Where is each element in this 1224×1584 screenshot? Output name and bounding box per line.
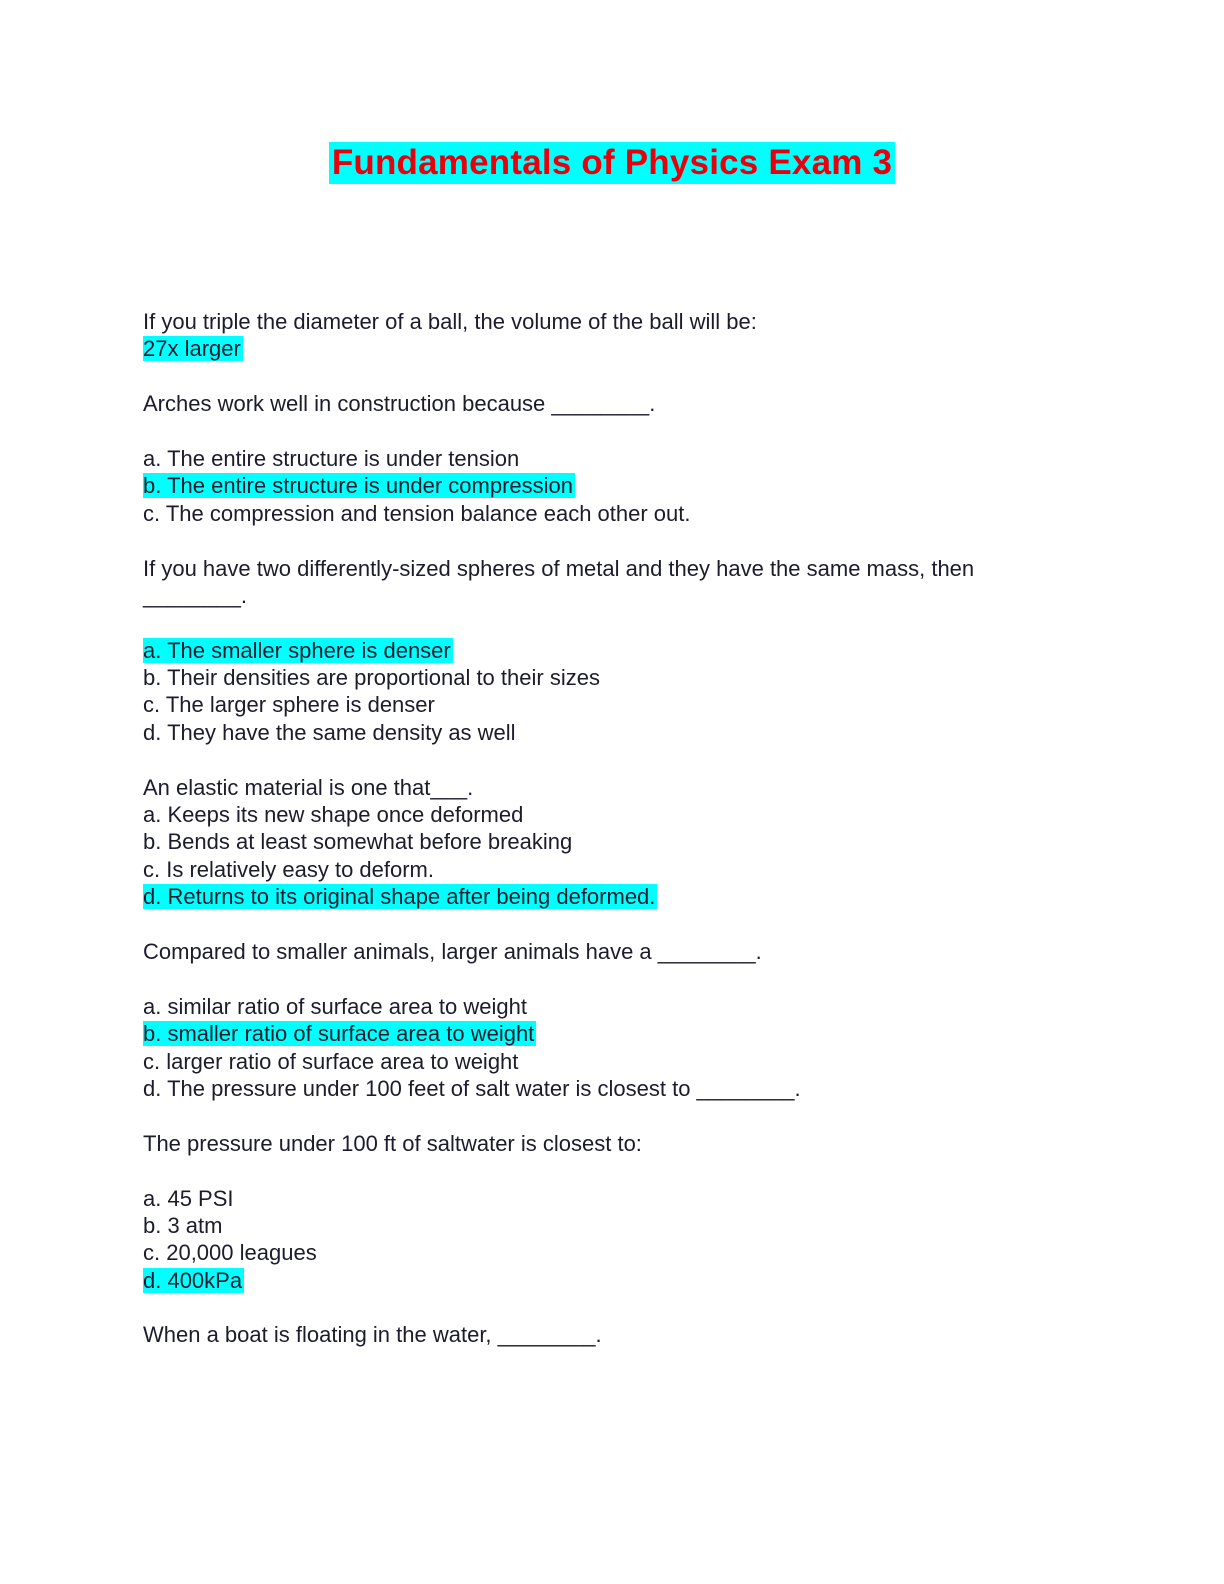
question-3-option-d: d. They have the same density as well (143, 719, 516, 745)
question-2-option-b (143, 472, 1103, 499)
highlighted-answer: 27x larger (143, 336, 241, 362)
highlighted-answer: b. smaller ratio of surface area to weight (143, 1021, 535, 1047)
title-container (0, 142, 1224, 184)
question-6-text: The pressure under 100 ft of saltwater is closest to: (143, 1130, 642, 1156)
highlighted-answer: b. The entire structure is under compression (143, 473, 574, 499)
exam-body (143, 308, 1103, 1349)
question-6-option-a: a. 45 PSI (143, 1185, 234, 1211)
question-5-text: Compared to smaller animals, larger animals have a ________. (143, 938, 762, 964)
question-4-option-c: c. Is relatively easy to deform. (143, 856, 434, 882)
question-3-option-a (143, 637, 1103, 664)
question-3-text-line1: If you have two differently-sized spheres of metal and they have the same mass, then (143, 555, 975, 581)
question-6-option-b: b. 3 atm (143, 1212, 223, 1238)
question-1-answer (143, 335, 1103, 362)
page-title: Fundamentals of Physics Exam 3 (329, 142, 895, 184)
question-2-option-a: a. The entire structure is under tension (143, 445, 520, 471)
highlighted-answer: a. The smaller sphere is denser (143, 637, 451, 663)
question-4-option-a: a. Keeps its new shape once deformed (143, 802, 524, 828)
question-2-option-c: c. The compression and tension balance each other out. (143, 500, 691, 526)
question-5-option-c: c. larger ratio of surface area to weight (143, 1048, 519, 1074)
question-3-option-b: b. Their densities are proportional to their sizes (143, 665, 600, 691)
question-3-option-c: c. The larger sphere is denser (143, 692, 435, 718)
question-5-option-a: a. similar ratio of surface area to weight (143, 993, 527, 1019)
question-7-text: When a boat is floating in the water, ________. (143, 1322, 602, 1348)
highlighted-answer: d. Returns to its original shape after being deformed. (143, 884, 656, 910)
question-6-option-c: c. 20,000 leagues (143, 1240, 317, 1266)
question-4-text: An elastic material is one that___. (143, 774, 474, 800)
question-6-option-d (143, 1267, 1103, 1294)
question-4-option-b: b. Bends at least somewhat before breaking (143, 829, 573, 855)
question-2-text: Arches work well in construction because ________. (143, 391, 656, 417)
question-5-option-d: d. The pressure under 100 feet of salt water is closest to ________. (143, 1075, 801, 1101)
question-3-text-line2: ________. (143, 582, 247, 608)
question-4-option-d (143, 883, 1103, 910)
highlighted-answer: d. 400kPa (143, 1267, 243, 1293)
question-1-text: If you triple the diameter of a ball, the volume of the ball will be: (143, 309, 757, 334)
question-5-option-b (143, 1020, 1103, 1047)
